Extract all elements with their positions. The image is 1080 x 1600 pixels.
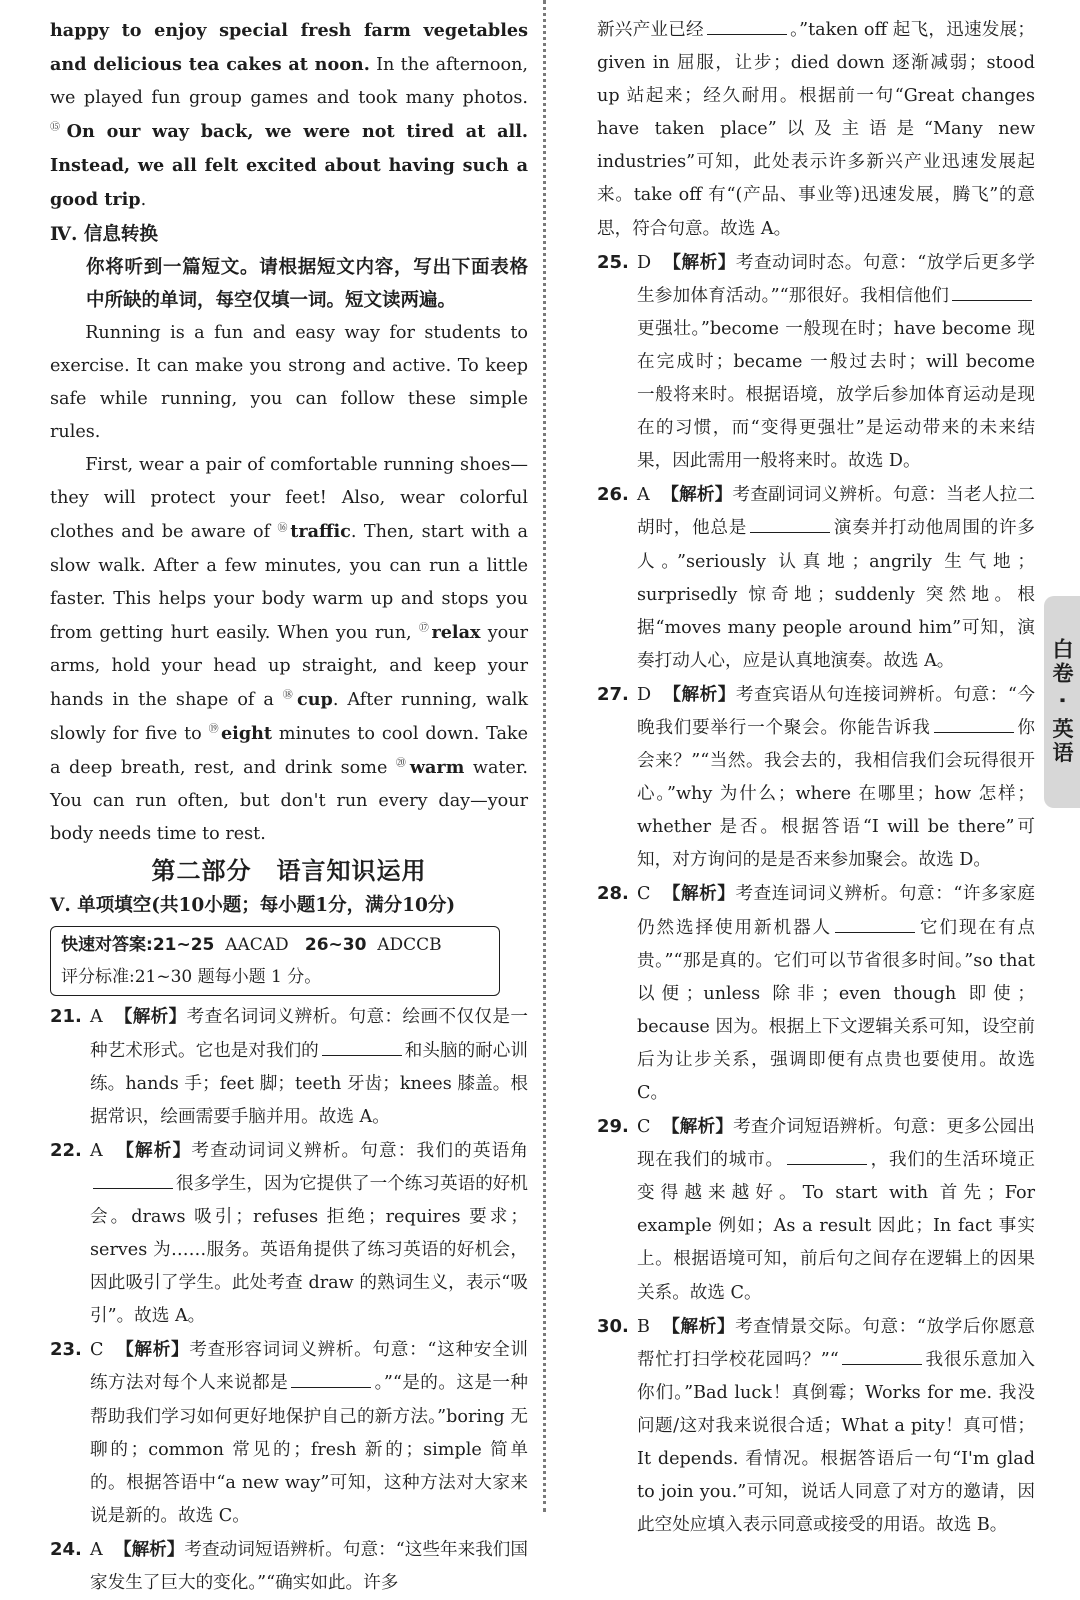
analysis-tag: 【解析】	[116, 1139, 192, 1161]
answer-letter: A	[90, 1140, 103, 1161]
passage-period: .	[140, 190, 147, 211]
analysis-tag: 【解析】	[114, 1006, 187, 1028]
question-number: 21.	[50, 1006, 82, 1028]
analysis-text: 考查情景交际。句意：“放学后你愿意帮忙打扫学校花园吗？”“	[637, 1316, 1036, 1370]
analysis-text: 你会来？”“当然。我会去的，我相信我们会玩得很开心。”why 为什么；where 在哪里；how 怎样；whether 是否。根据答语“I will be there”可知，对方询问的是是否来参加聚会。故选 D。	[637, 717, 1035, 871]
question-item	[597, 478, 1035, 678]
question-item	[597, 1310, 1035, 1543]
analysis-tag: 【解析】	[662, 1315, 736, 1337]
fill-blank	[835, 914, 915, 933]
question-item	[597, 1110, 1035, 1310]
marker-20: ⑳	[395, 758, 409, 770]
scoring-standard: 评分标准:21~30 题每小题 1 分。	[61, 967, 322, 988]
fill-blank	[952, 282, 1032, 301]
fill-blank	[750, 514, 830, 533]
answer-word-19: eight	[220, 722, 273, 744]
analysis-text: 考查动词词义辨析。句意：我们的英语角	[191, 1140, 528, 1161]
analysis-tag: 【解析】	[113, 1538, 185, 1560]
answer-letter: D	[637, 252, 652, 273]
section-4-instruction: 你将听到一篇短文。请根据短文内容，写出下面表格中所缺的单词，每空仅填一词。短文读两遍。	[86, 256, 528, 311]
analysis-text: ，我们的生活环境正变得越来越好。To start with 首先；For example 例如；As a result 因此；In fact 事实上。根据语境可知，前后句之间存在逻辑上的因果关系。故选 C。	[637, 1150, 1035, 1303]
answer-word-17: relax	[431, 621, 481, 643]
analysis-text: 演奏并打动他周围的许多人。”seriously 认真地；angrily 生气地；surprisedly 惊奇地；suddenly 突然地。根据“moves many people around him”可知，演奏打动人心，应是认真地演奏。故选 A。	[637, 518, 1035, 671]
quick-answer-box	[50, 926, 500, 996]
analysis-text: 。”“是的。这是一种帮助我们学习如何更好地保护自己的新方法。”boring 无聊的；common 常见的；fresh 新的；simple 简单的。根据答语中“a new way”可知，这种方法对大家来说是新的。故选 C。	[90, 1373, 528, 1526]
analysis-text: 我很乐意加入你们。”Bad luck！真倒霉；Works for me. 我没问题/这对我来说很合适；What a pity！真可惜；It depends. 看情况。根据答语后一句“I'm glad to join you.”可知，说话人同意了对方的邀请，因此空处应填入表示同意或接受的用语。故选 B。	[637, 1349, 1035, 1536]
question-number: 24.	[50, 1538, 82, 1560]
section-4-heading: Ⅳ. 信息转换	[50, 223, 158, 245]
question-number: 25.	[597, 251, 629, 273]
listening-paragraph-1: Running is a fun and easy way for students to exercise. It can make you strong and active. To keep safe while running, you can follow these simple rules.	[50, 322, 528, 443]
question-number: 29.	[597, 1116, 629, 1138]
listening-paragraph-2	[50, 449, 528, 851]
question-item	[597, 877, 1035, 1110]
marker-15: ⑮	[50, 122, 66, 134]
side-tab-label: 白卷 · 英语	[1044, 596, 1080, 808]
analysis-tag: 【解析】	[663, 251, 736, 273]
para-text: . After running, walk slowly for five to	[50, 689, 529, 744]
marker-19: ⑲	[208, 724, 220, 736]
analysis-text: 考查形容词词义辨析。句意：“这种安全训练方法对每个人来说都是	[90, 1340, 528, 1394]
analysis-tag: 【解析】	[663, 683, 736, 705]
answer-range-1: 21~25	[152, 935, 215, 956]
question-item	[50, 1000, 528, 1133]
question-number: 28.	[597, 883, 629, 905]
passage-text: In the afternoon, we played fun group games and took many photos.	[50, 55, 528, 109]
analysis-text: 很多学生，因为它提供了一个练习英语的好机会。draws 吸引；refuses 拒绝；requires 要求；serves 为……服务。英语角提供了练习英语的好机会，因此吸引了学生。此处考查 draw 的熟词生义，表示“吸引”。故选 A。	[90, 1173, 528, 1327]
fill-blank	[322, 1037, 402, 1056]
analysis-tag: 【解析】	[662, 1116, 734, 1138]
passage-bold-sentence-2: On our way back, we were not tired at all. Instead, we all felt excited about having such a good trip	[50, 121, 529, 211]
analysis-text: 考查连词词义辨析。句意：“许多家庭仍然选择使用新机器人	[637, 884, 1035, 938]
analysis-text: 它们现在有点贵。”“那是真的。它们可以节省很多时间。”so that 以便；unless 除非；even though 即使；because 因为。根据上下文逻辑关系可知，设空前后为让步关系，强调即便有点贵也要使用。故选 C。	[637, 917, 1035, 1103]
question-item	[50, 1134, 528, 1334]
part-2-title: 第二部分 语言知识运用	[151, 857, 427, 886]
fill-blank	[93, 1170, 173, 1189]
analysis-text: 更强壮。”become 一般现在时；have become 现在完成时；became 一般过去时；will become 一般将来时。根据语境，放学后参加体育运动是现在的习惯，而“变得更强壮”是运动带来的未来结果，因此需用一般将来时。故选 D。	[637, 318, 1035, 472]
passage-bold-sentence: happy to enjoy special fresh farm vegetables and delicious tea cakes at noon.	[50, 20, 528, 76]
question-24-continuation	[597, 14, 1035, 246]
answer-word-18: cup	[297, 688, 333, 710]
analysis-text: 考查介词短语辨析。句意：更多公园出现在我们的城市。	[637, 1117, 1035, 1171]
question-number: 23.	[50, 1339, 82, 1361]
quick-answer-line	[61, 929, 491, 961]
question-item	[50, 1333, 528, 1533]
fill-blank	[842, 1346, 922, 1365]
fill-blank	[787, 1146, 867, 1165]
question-item	[50, 1533, 528, 1600]
analysis-text: 考查宾语从句连接词辨析。句意：“今晚我们要举行一个聚会。你能告诉我	[637, 684, 1035, 738]
answer-letter: B	[637, 1316, 650, 1337]
answer-letter: C	[90, 1340, 104, 1361]
answer-word-20: warm	[409, 757, 465, 779]
marker-16: ⑯	[277, 522, 290, 534]
para-text: your arms, hold your head up straight, and keep your hands in the shape of a	[50, 622, 528, 710]
analysis-tag: 【解析】	[662, 883, 736, 905]
analysis-text: 新兴产业已经	[597, 20, 704, 40]
question-number: 27.	[597, 683, 629, 705]
para-text: . Then, start with a slow walk. After a few minutes, you can run a little faster. This helps your body warm up and stops you from getting hurt easily. When you run,	[50, 522, 528, 643]
section-5-heading: Ⅴ. 单项填空(共10小题；每小题1分，满分10分)	[50, 895, 456, 917]
marker-18: ⑱	[282, 690, 297, 702]
marker-17: ⑰	[418, 622, 431, 634]
answer-word-16: traffic	[290, 521, 351, 543]
left-column	[50, 14, 528, 1600]
analysis-text: 考查副词词义辨析。句意：当老人拉二胡时，他总是	[637, 485, 1035, 539]
fill-blank	[291, 1369, 371, 1388]
question-number: 22.	[50, 1139, 82, 1161]
answer-key-1: AACAD	[225, 935, 289, 956]
analysis-text: 和头脑的耐心训练。hands 手；feet 脚；teeth 牙齿；knees 膝盖。根据常识，绘画需要手脑并用。故选 A。	[90, 1040, 528, 1127]
column-divider	[543, 0, 546, 1512]
question-item	[597, 678, 1035, 878]
passage-ending	[50, 14, 528, 218]
quick-answer-label: 快速对答案:	[61, 935, 153, 956]
right-column	[597, 14, 1035, 1542]
answer-letter: C	[637, 1117, 651, 1138]
answer-letter: A	[637, 485, 650, 506]
answer-letter: A	[90, 1539, 103, 1560]
answer-letter: D	[637, 684, 652, 705]
answer-key-2: ADCCB	[377, 935, 442, 956]
analysis-text: 考查名词词义辨析。句意：绘画不仅仅是一种艺术形式。它也是对我们的	[90, 1007, 528, 1061]
answer-range-2: 26~30	[304, 935, 367, 956]
analysis-text: 。”taken off 起飞，迅速发展；given in 屈服，让步；died down 逐渐减弱；stood up 站起来；经久耐用。根据前一句“Great changes have taken place”以及主语是“Many new industries”可知，此处表示许多新兴产业迅速发展起来。take off 有“(产品、事业等)迅速发展，腾飞”的意思，符合句意。故选 A。	[597, 20, 1035, 239]
para-text: First, wear a pair of comfortable running shoes—they will protect your feet! Also, wear colorful clothes and be aware of	[50, 455, 528, 543]
analysis-tag: 【解析】	[116, 1339, 190, 1361]
answer-letter: C	[637, 884, 651, 905]
fill-blank	[934, 714, 1014, 733]
analysis-text: 考查动词短语辨析。句意：“这些年来我们国家发生了巨大的变化。”“确实如此。许多	[90, 1539, 529, 1594]
analysis-tag: 【解析】	[661, 484, 733, 506]
analysis-text: 考查动词时态。句意：“放学后更多学生参加体育活动。”“那很好。我相信他们	[637, 252, 1035, 306]
question-item	[597, 246, 1035, 479]
para-text: water. You can run often, but don't run every day—your body needs time to rest.	[50, 758, 528, 845]
answer-letter: A	[90, 1007, 103, 1028]
question-number: 30.	[597, 1315, 629, 1337]
question-number: 26.	[597, 484, 629, 506]
para-text: minutes to cool down. Take a deep breath, rest, and drink some	[50, 723, 529, 779]
fill-blank	[707, 16, 787, 35]
